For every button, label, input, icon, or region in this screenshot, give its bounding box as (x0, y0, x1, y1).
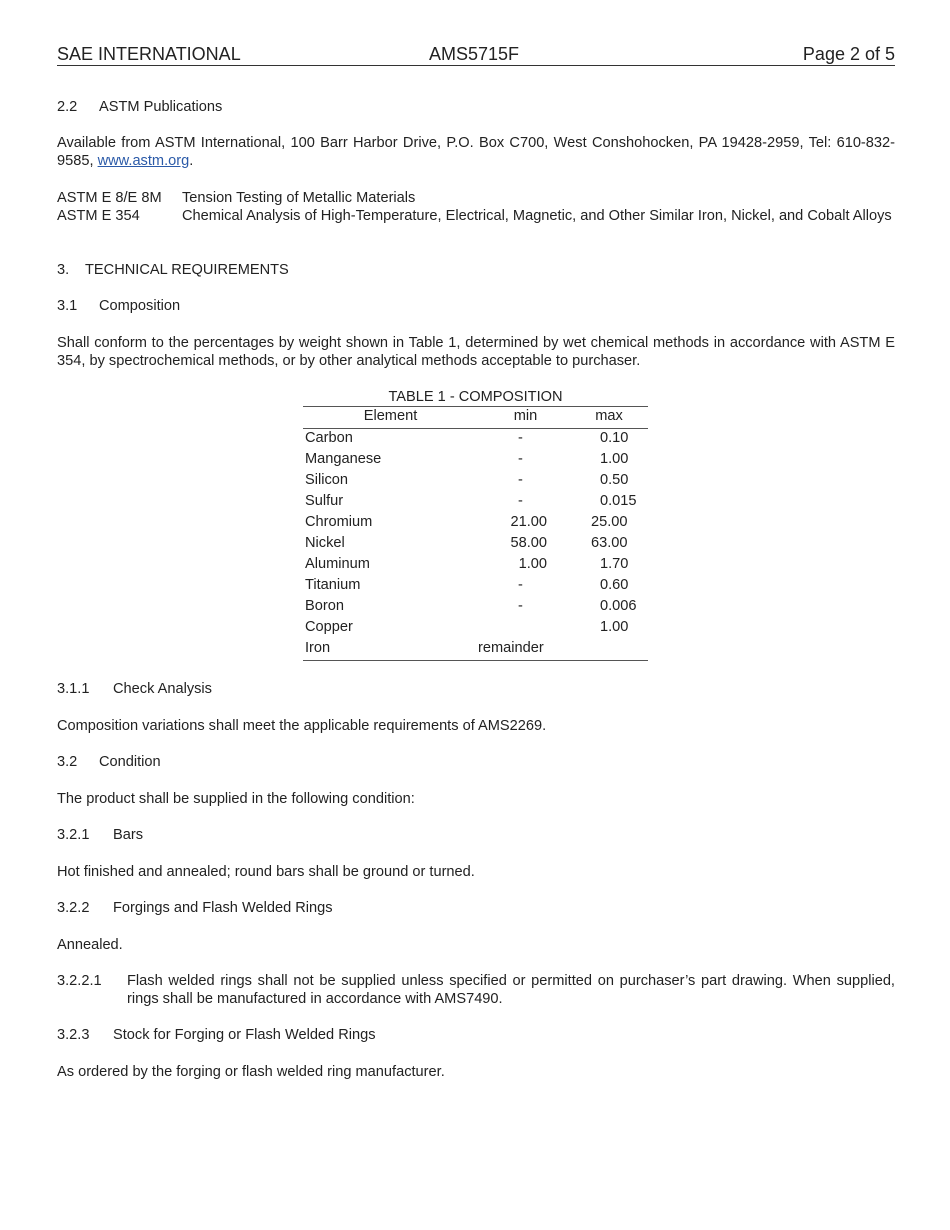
section-3-heading (57, 261, 895, 279)
cell-min: remainder (478, 640, 544, 656)
column-header-element: Element (363, 408, 418, 424)
section-title: Stock for Forging or Flash Welded Rings (113, 1027, 376, 1043)
table-row (303, 555, 648, 576)
table-row (303, 513, 648, 534)
astm-website-link[interactable]: www.astm.org (97, 153, 190, 169)
header-doc-number: AMS5715F (429, 44, 520, 64)
astm-availability-tail: . (189, 153, 194, 169)
cell-max: 1.00 (600, 451, 629, 467)
cell-min: - (518, 451, 523, 467)
table-row (303, 597, 648, 618)
table-row (303, 429, 648, 450)
cell-element: Sulfur (305, 493, 344, 509)
section-3-2-3-heading (57, 1026, 895, 1044)
cell-element: Copper (305, 619, 353, 635)
cell-element: Iron (305, 640, 331, 656)
header-page-number: Page 2 of 5 (802, 44, 895, 64)
section-number: 3.2 (57, 754, 78, 770)
table-row (303, 618, 648, 639)
cell-element: Silicon (305, 472, 348, 488)
cell-max: 1.00 (600, 619, 629, 635)
table-row (303, 492, 648, 513)
composition-table (303, 388, 648, 661)
header-org: SAE INTERNATIONAL (57, 44, 241, 64)
reference-title: Chemical Analysis of High-Temperature, Electrical, Magnetic, and Other Similar Iron, Nickel, and Cobalt Alloys (182, 208, 892, 224)
composition-paragraph: Shall conform to the percentages by weight shown in Table 1, determined by wet chemical methods in accordance with ASTM E 354, by spectrochemical methods, or by other analytical methods acceptable to purchaser. (57, 335, 895, 369)
cell-min: 58.00 (510, 535, 547, 551)
cell-max: 0.50 (600, 472, 629, 488)
table-row (303, 450, 648, 471)
table-caption: TABLE 1 - COMPOSITION (303, 388, 648, 407)
section-3-1-heading (57, 297, 895, 315)
section-title: Forgings and Flash Welded Rings (113, 900, 333, 916)
bars-paragraph: Hot finished and annealed; round bars shall be ground or turned. (57, 864, 475, 880)
flash-welded-paragraph: Flash welded rings shall not be supplied unless specified or permitted on purchaser’s part drawing. When supplied, rings shall be manufactured in accordance with AMS7490. (127, 973, 895, 1007)
column-header-max: max (595, 408, 623, 424)
cell-min: - (518, 598, 523, 614)
table-row (303, 534, 648, 555)
page-header (57, 44, 895, 66)
astm-availability-text: Available from ASTM International, 100 Barr Harbor Drive, P.O. Box C700, West Conshohocken, PA 19428-2959, Tel: 610-832-9585, (57, 135, 895, 169)
cell-min: - (518, 430, 523, 446)
cell-min: - (518, 472, 523, 488)
table-row (303, 639, 648, 661)
table-row (303, 471, 648, 492)
section-number: 3. (57, 262, 70, 278)
condition-paragraph: The product shall be supplied in the following condition: (57, 791, 415, 807)
section-number: 3.1.1 (57, 681, 90, 697)
section-number: 3.1 (57, 298, 78, 314)
section-number: 3.2.2.1 (57, 973, 102, 989)
section-title: Bars (113, 827, 144, 843)
check-analysis-paragraph: Composition variations shall meet the applicable requirements of AMS2269. (57, 718, 547, 734)
reference-title: Tension Testing of Metallic Materials (182, 190, 416, 206)
table-row (303, 576, 648, 597)
section-2-2-heading (57, 98, 895, 116)
cell-max: 0.015 (600, 493, 637, 509)
section-number: 2.2 (57, 99, 78, 115)
cell-element: Chromium (305, 514, 373, 530)
cell-min: 21.00 (510, 514, 547, 530)
cell-min: - (518, 493, 523, 509)
cell-element: Nickel (305, 535, 345, 551)
cell-max: 1.70 (600, 556, 629, 572)
section-title: TECHNICAL REQUIREMENTS (85, 262, 289, 278)
section-title: Composition (99, 298, 181, 314)
section-3-2-1-heading (57, 826, 895, 844)
section-title: Condition (99, 754, 161, 770)
stock-paragraph: As ordered by the forging or flash welded ring manufacturer. (57, 1064, 445, 1080)
column-header-min: min (513, 408, 538, 424)
cell-max: 25.00 (591, 514, 628, 530)
cell-max: 0.60 (600, 577, 629, 593)
section-number: 3.2.1 (57, 827, 90, 843)
section-3-2-heading (57, 753, 895, 771)
reference-item (57, 189, 895, 207)
forgings-paragraph: Annealed. (57, 937, 123, 953)
section-3-1-1-heading (57, 680, 895, 698)
astm-availability-paragraph (57, 134, 895, 170)
cell-min: - (518, 577, 523, 593)
cell-min: 1.00 (518, 556, 547, 572)
cell-element: Carbon (305, 430, 353, 446)
cell-element: Manganese (305, 451, 382, 467)
reference-code: ASTM E 354 (57, 208, 140, 224)
section-number: 3.2.2 (57, 900, 90, 916)
table-header-row (303, 407, 648, 429)
section-number: 3.2.3 (57, 1027, 90, 1043)
cell-max: 0.10 (600, 430, 629, 446)
section-title: Check Analysis (113, 681, 212, 697)
reference-item (57, 207, 895, 243)
cell-element: Titanium (305, 577, 361, 593)
section-3-2-2-1 (57, 972, 895, 1008)
cell-max: 63.00 (591, 535, 628, 551)
cell-element: Aluminum (305, 556, 370, 572)
reference-code: ASTM E 8/E 8M (57, 190, 162, 206)
cell-max: 0.006 (600, 598, 637, 614)
table-body (303, 429, 648, 661)
section-3-2-2-heading (57, 899, 895, 917)
cell-element: Boron (305, 598, 344, 614)
section-title: ASTM Publications (99, 99, 223, 115)
